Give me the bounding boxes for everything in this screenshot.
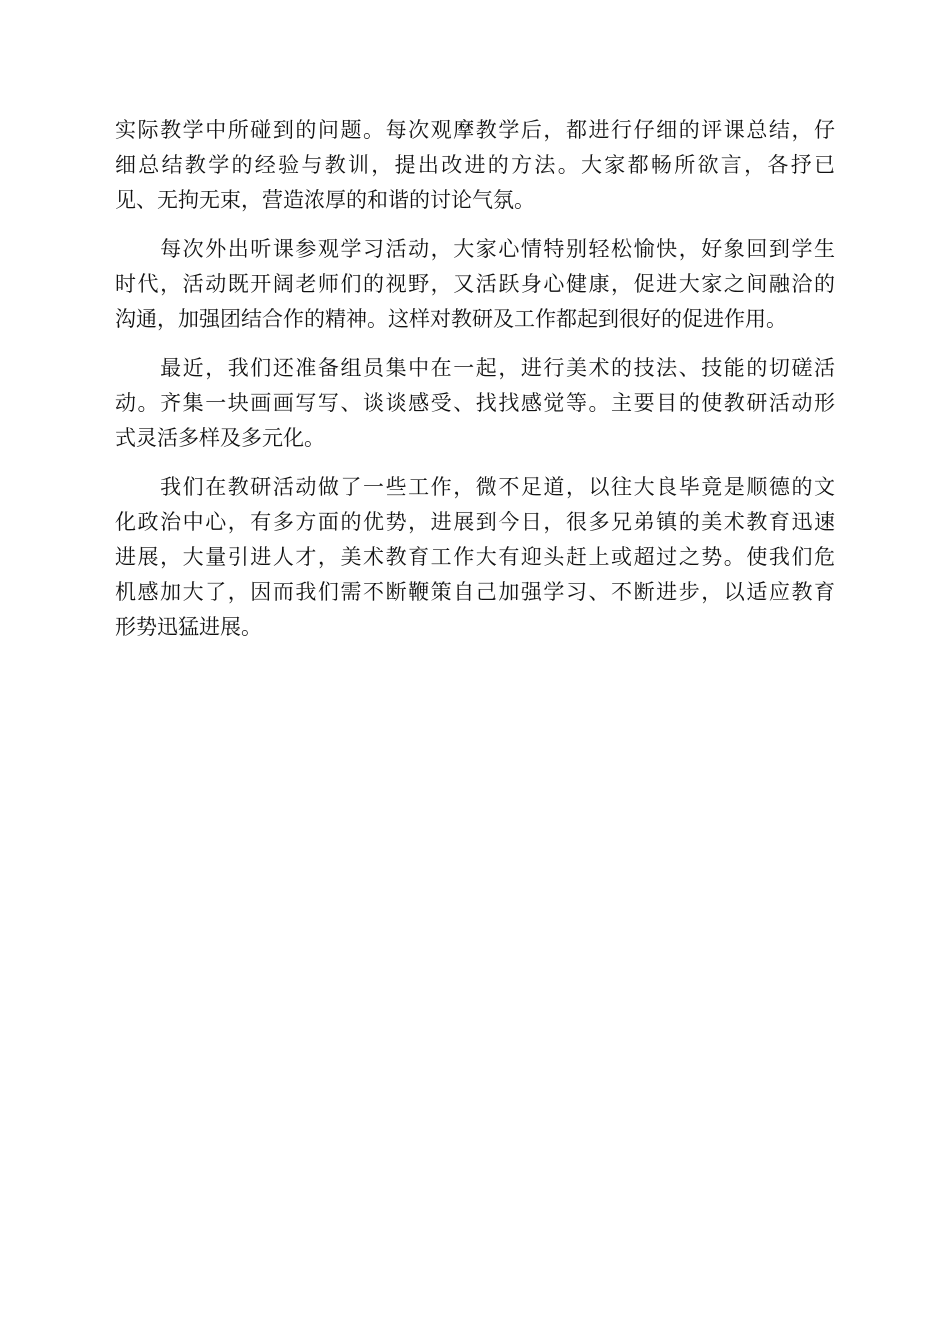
paragraph-2 — [115, 232, 835, 337]
text-line: 式灵活多样及多元化。 — [115, 426, 325, 450]
text-line: 我们在教研活动做了一些工作，微不足道，以往大良毕竟是顺德的文 — [115, 475, 835, 499]
text-line: 时代，活动既开阔老师们的视野，又活跃身心健康，促进大家之间融洽的 — [115, 272, 835, 296]
text-line: 动。齐集一块画画写写、谈谈感受、找找感觉等。主要目的使教研活动形 — [115, 391, 835, 415]
text-line: 化政治中心，有多方面的优势，进展到今日，很多兄弟镇的美术教育迅速 — [115, 510, 835, 534]
paragraph-1 — [115, 113, 835, 218]
paragraph-3 — [115, 351, 835, 456]
text-line: 沟通，加强团结合作的精神。这样对教研及工作都起到很好的促进作用。 — [115, 307, 787, 331]
text-line: 进展，大量引进人才，美术教育工作大有迎头赶上或超过之势。使我们危 — [115, 545, 835, 569]
text-line: 形势迅猛进展。 — [115, 615, 262, 639]
document-body — [115, 113, 835, 659]
text-line: 每次外出听课参观学习活动，大家心情特别轻松愉快，好象回到学生 — [115, 237, 835, 261]
text-line: 实际教学中所碰到的问题。每次观摩教学后，都进行仔细的评课总结，仔 — [115, 118, 835, 142]
text-line: 机感加大了，因而我们需不断鞭策自己加强学习、不断进步，以适应教育 — [115, 580, 835, 604]
text-line: 见、无拘无束，营造浓厚的和谐的讨论气氛。 — [115, 188, 535, 212]
paragraph-4 — [115, 470, 835, 645]
text-line: 最近，我们还准备组员集中在一起，进行美术的技法、技能的切磋活 — [115, 356, 835, 380]
text-line: 细总结教学的经验与教训，提出改进的方法。大家都畅所欲言，各抒已 — [115, 153, 835, 177]
